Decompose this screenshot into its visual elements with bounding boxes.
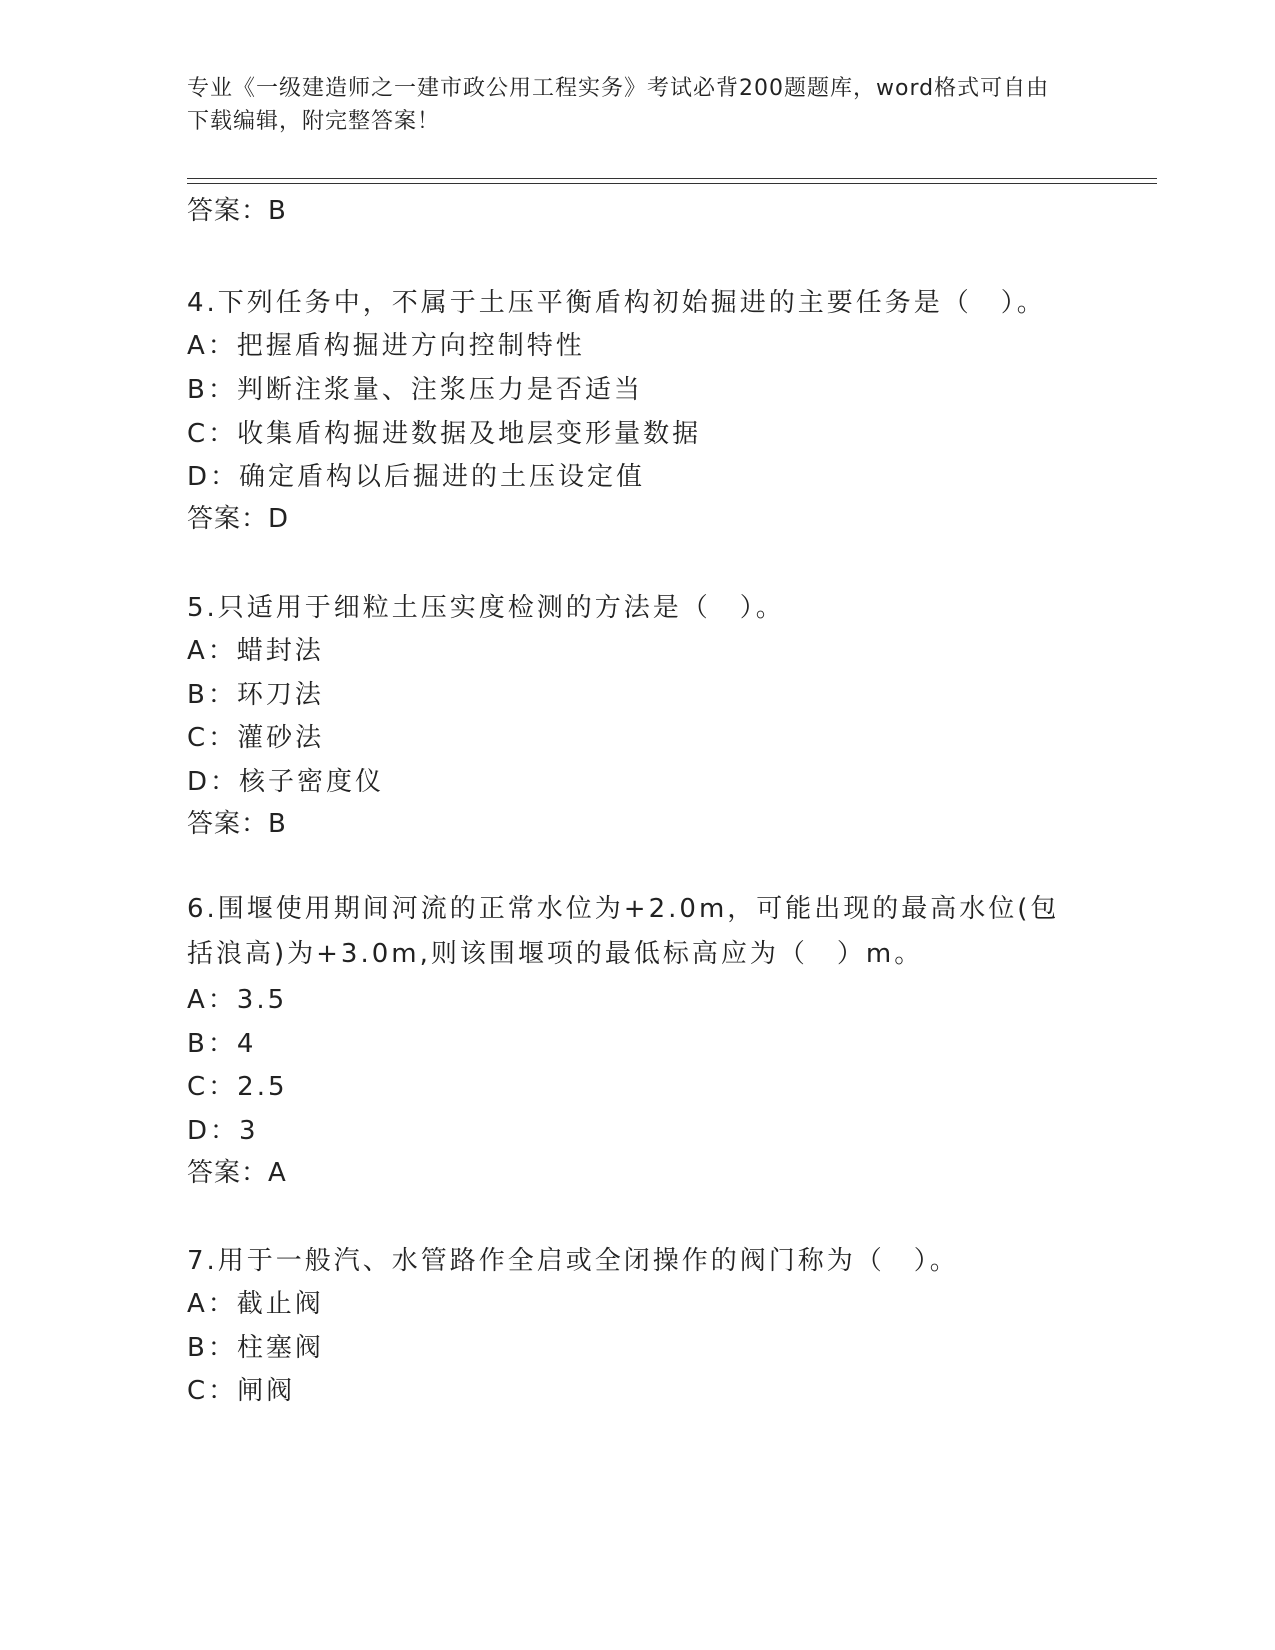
question-stem: 5.只适用于细粒土压实度检测的方法是（ ）。 <box>187 593 785 623</box>
option-b: B：环刀法 <box>187 680 324 710</box>
document-header: 专业《一级建造师之一建市政公用工程实务》考试必背200题题库，word格式可自由下载编辑，附完整答案！ <box>187 76 1050 134</box>
option-d: D：确定盾构以后掘进的土压设定值 <box>187 462 646 492</box>
option-b: B：判断注浆量、注浆压力是否适当 <box>187 375 643 405</box>
header-divider <box>187 178 1157 179</box>
option-c: C：灌砂法 <box>187 723 325 753</box>
option-c: C：2.5 <box>187 1072 288 1102</box>
option-a: A：截止阀 <box>187 1289 324 1319</box>
answer-text: 答案：B <box>187 809 287 839</box>
question-stem: 7.用于一般汽、水管路作全启或全闭操作的阀门称为（ ）。 <box>187 1246 959 1276</box>
option-b: B：柱塞阀 <box>187 1333 324 1363</box>
answer-text: 答案：B <box>187 196 287 226</box>
option-a: A：3.5 <box>187 985 288 1015</box>
option-c: C：闸阀 <box>187 1376 296 1406</box>
option-d: D：核子密度仪 <box>187 767 385 797</box>
option-b: B：4 <box>187 1029 257 1059</box>
question-stem: 6.围堰使用期间河流的正常水位为+2.0m，可能出现的最高水位(包括浪高)为+3.0m,则该围堰项的最低标高应为（ ）m。 <box>187 894 1060 969</box>
answer-text: 答案：D <box>187 504 290 534</box>
option-c: C：收集盾构掘进数据及地层变形量数据 <box>187 419 702 449</box>
option-a: A：蜡封法 <box>187 636 324 666</box>
option-a: A：把握盾构掘进方向控制特性 <box>187 331 585 361</box>
option-d: D：3 <box>187 1116 259 1146</box>
question-stem: 4.下列任务中，不属于土压平衡盾构初始掘进的主要任务是（ ）。 <box>187 288 1046 318</box>
header-divider-2 <box>187 183 1157 184</box>
answer-text: 答案：A <box>187 1158 287 1188</box>
